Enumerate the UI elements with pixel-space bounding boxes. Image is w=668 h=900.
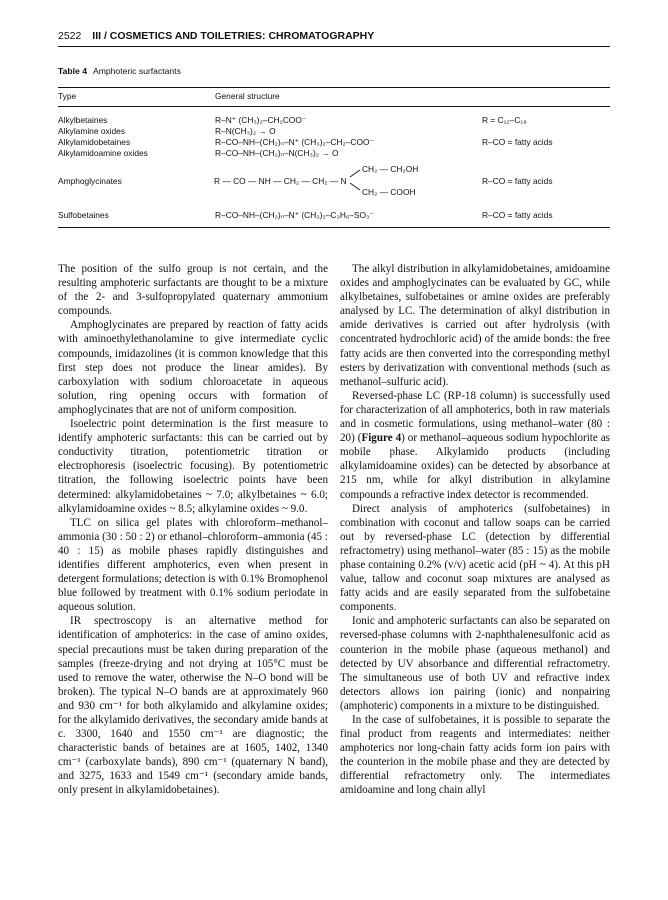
row-type: Alkylbetaines [58, 115, 108, 125]
row-type: Alkylamidobetaines [58, 137, 131, 147]
body-column-right [340, 262, 610, 798]
paragraph: The alkyl distribution in alkylamidobetaines, amidoamine oxides and amphoglycinates can be evaluated by GC, while alkylbetaines, sulfobetaines or amine oxides are preferably analysed by LC. The determination of alkyl distribution in amide derivatives is carried out after hydrolysis (with concentrated hydrochloric acid) of the amide bonds: the free fatty acids are then converted into the corresponding methyl esters by derivatization with conventional methods (such as methanol–sulfuric acid). [340, 263, 610, 388]
row-type: Sulfobetaines [58, 210, 109, 220]
table-row [58, 148, 610, 160]
running-head [58, 30, 610, 42]
row-structure: R–N⁺ (CH₃)₂–CH₂COO⁻ [215, 115, 307, 125]
table-row [58, 210, 610, 222]
row-type: Alkylamidoamine oxides [58, 148, 148, 158]
table-header-row [58, 91, 610, 103]
running-title: III / COSMETICS AND TOILETRIES: CHROMATOGRAPHY [92, 30, 375, 42]
row-note: R–CO = fatty acids [482, 210, 553, 220]
table-caption-text: Amphoteric surfactants [92, 66, 181, 76]
row-structure: R–N(CH₃)₂ → O [215, 126, 276, 136]
structure-bond-up [350, 170, 360, 177]
table-label: Table 4 [58, 66, 87, 76]
table-top-rule [58, 87, 610, 88]
structure-upper-branch: CH₂ — CH₂OH [362, 164, 419, 174]
paragraph: TLC on silica gel plates with chloroform–methanol–ammonia (30 : 50 : 2) or ethanol–chloroform–ammonia (45 : 40 : 15) as mobile phases rapidly distinguishes and identifies different amphoterics, even when present in detergent formulations; detection is with 0.1% Bromophenol blue followed by treatment with 0.1% sodium periodate in aqueous solution. [58, 516, 328, 614]
amphoglycinate-structure [214, 164, 464, 208]
paragraph: Isoelectric point determination is the first measure to identify amphoteric surfactants: this can be carried out by conductivity titration, potentiometric titration or electrophoresis (isoelectric focusing). By potentiometric titration, the following isoelectric points have been determined: alkylamidobetaines ~ 7.0; alkylbetaines ~ 6.0; alkylamidoamine oxides ~ 8.5; alkylamine oxides ~ 9.0. [58, 418, 328, 515]
paragraph: Ionic and amphoteric surfactants can also be separated on reversed-phase columns with 2-naphthalenesulfonic acid as counterion in the mobile phase (aqueous methanol) and detected by UV absorbance and differential refractometry. The simultaneous use of both UV and refractive index detectors allows ion pairing (ionic) and nonpairing (amphoteric) components in a mixture to be distinguished. [340, 615, 610, 712]
header-rule [58, 46, 610, 47]
paragraph: Direct analysis of amphoterics (sulfobetaines) in combination with coconut and tallow soaps can be carried out by reversed-phase LC (detection by differential refractometry) using methanol–water (85 : 15) as the mobile phase containing 0.2% (v/v) acetic acid (pH ~ 4). At this pH value, tallow and coconut soap mixtures are analysed as fatty acids and are easily separated from the sulfobetaine components. [340, 502, 610, 614]
body-column-left [58, 262, 328, 798]
row-structure: R–CO–NH–(CH₂)ₙ–N⁺ (CH₃)₂–CH₂–COO⁻ [215, 137, 374, 147]
row-structure: R–CO–NH–(CH₂)ₙ–N(CH₃)₂ → O [215, 148, 339, 158]
table-header-rule [58, 106, 610, 107]
table-caption [58, 66, 181, 76]
structure-main-chain: R — CO — NH — CH₂ — CH₂ — N [214, 176, 347, 186]
paragraph: Amphoglycinates are prepared by reaction of fatty acids with aminoethylethanolamine to give intermediate cyclic compounds, imidazolines (it is common knowledge that this first step does not produce the linear amides). By carboxylation with sodium chloroacetate in aqueous solution, ring opening occurs with formation of amphoglycinates that are not of uniform composition. [58, 319, 328, 416]
paragraph: In the case of sulfobetaines, it is possible to separate the final product from reagents and intermediates: neither amphoterics nor long-chain fatty acids form ion pairs with the counterion in the mobile phase and they are detected by differential refractometry only. The intermediates amidoamine and long chain allyl [340, 714, 610, 797]
page-number: 2522 [58, 30, 82, 42]
row-note: R = C₁₂–C₁₈ [482, 115, 527, 125]
figure-reference[interactable]: Figure 4 [361, 432, 402, 445]
row-note: R–CO = fatty acids [482, 176, 553, 186]
column-header-structure: General structure [215, 91, 280, 101]
column-header-type: Type [58, 91, 77, 101]
row-note: R–CO = fatty acids [482, 137, 553, 147]
row-type: Alkylamine oxides [58, 126, 126, 136]
structure-bond-down [350, 183, 360, 190]
row-type: Amphoglycinates [58, 176, 122, 186]
structure-lower-branch: CH₂ — COOH [362, 187, 416, 197]
table-bottom-rule [58, 227, 610, 228]
paragraph: The position of the sulfo group is not certain, and the resulting amphoteric surfactants are thought to be a mixture of the 2- and 3-sulfopropylated quaternary ammonium compounds. [58, 263, 328, 318]
paragraph: Reversed-phase LC (RP-18 column) is successfully used for characterization of all amphoterics, both in raw materials and in cosmetic formulations, using methanol–water (80 : 20) (Figure 4) or methanol–aqueous sodium hypochlorite as mobile phase. Alkylamido products (including alkylamidoamine oxides) can be detected by absorbance at 215 nm, while for alkyl distribution in alkylamine compounds a refractive index detector is recommended. [340, 389, 610, 501]
row-structure: R–CO–NH–(CH₂)ₙ–N⁺ (CH₃)₂–C₃H₆–SO₃⁻ [215, 210, 374, 220]
paragraph: IR spectroscopy is an alternative method for identification of amphoterics: in the case of amino oxides, special precautions must be taken during preparation of the samples (freeze-drying and not drying at 105°C must be used to remove the water, otherwise the N–O bond will be broken). The typical N–O bands are at approximately 960 and 930 cm⁻¹ for both alkylamido and alkylamine oxides; for the alkylamido derivatives, the secondary amide bands at c. 3300, 1640 and 1550 cm⁻¹ are diagnostic; the characteristic bands of betaines are at 1605, 1402, 1340 cm⁻¹ (carboxylate bands), 890 cm⁻¹ (quaternary N band), and 3275, 1633 and 1549 cm⁻¹ (secondary amide bands, only present in alkylamidobetaines). [58, 615, 328, 797]
